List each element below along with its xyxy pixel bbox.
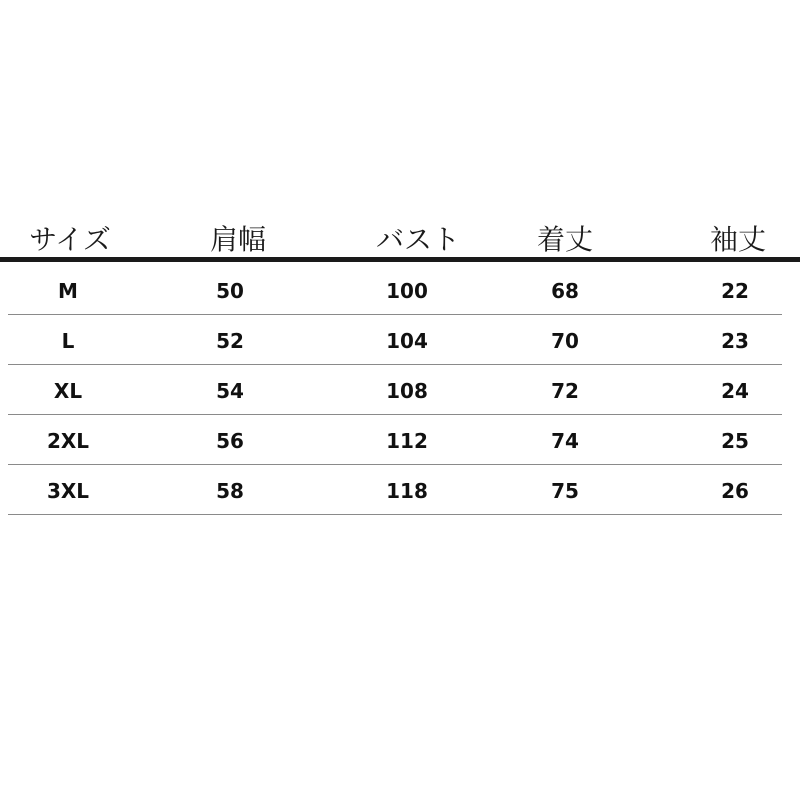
cell-shoulder-width: 50: [216, 279, 244, 303]
cell-size: 2XL: [46, 429, 90, 453]
cell-size: L: [61, 329, 75, 353]
cell-bust: 100: [386, 279, 428, 303]
header-length: 着丈: [536, 223, 593, 256]
row-divider: [8, 514, 782, 515]
cell-size: M: [58, 279, 78, 303]
cell-length: 72: [551, 379, 579, 403]
cell-size: 3XL: [46, 479, 90, 503]
cell-sleeve-length: 26: [721, 479, 749, 503]
table-row: [0, 465, 800, 515]
table-body: [0, 265, 800, 515]
cell-bust: 112: [386, 429, 428, 453]
table-row: [0, 315, 800, 365]
cell-shoulder-width: 58: [216, 479, 244, 503]
cell-shoulder-width: 52: [216, 329, 244, 353]
cell-shoulder-width: 54: [216, 379, 244, 403]
cell-length: 74: [551, 429, 579, 453]
cell-sleeve-length: 22: [721, 279, 749, 303]
header-shoulder-width: 肩幅: [209, 223, 266, 256]
cell-bust: 104: [386, 329, 428, 353]
cell-shoulder-width: 56: [216, 429, 244, 453]
cell-bust: 108: [386, 379, 428, 403]
cell-sleeve-length: 23: [721, 329, 749, 353]
size-table: [0, 210, 800, 258]
cell-bust: 118: [386, 479, 428, 503]
cell-length: 75: [551, 479, 579, 503]
table-header-row: [0, 210, 800, 258]
table-row: [0, 365, 800, 415]
cell-size: XL: [53, 379, 83, 403]
header-sleeve-length: 袖丈: [709, 223, 766, 256]
header-bust: バスト: [375, 223, 460, 256]
cell-length: 70: [551, 329, 579, 353]
cell-sleeve-length: 24: [721, 379, 749, 403]
header-size: サイズ: [29, 223, 111, 256]
cell-length: 68: [551, 279, 579, 303]
cell-sleeve-length: 25: [721, 429, 749, 453]
table-row: [0, 415, 800, 465]
table-row: [0, 265, 800, 315]
header-divider: [0, 257, 800, 262]
